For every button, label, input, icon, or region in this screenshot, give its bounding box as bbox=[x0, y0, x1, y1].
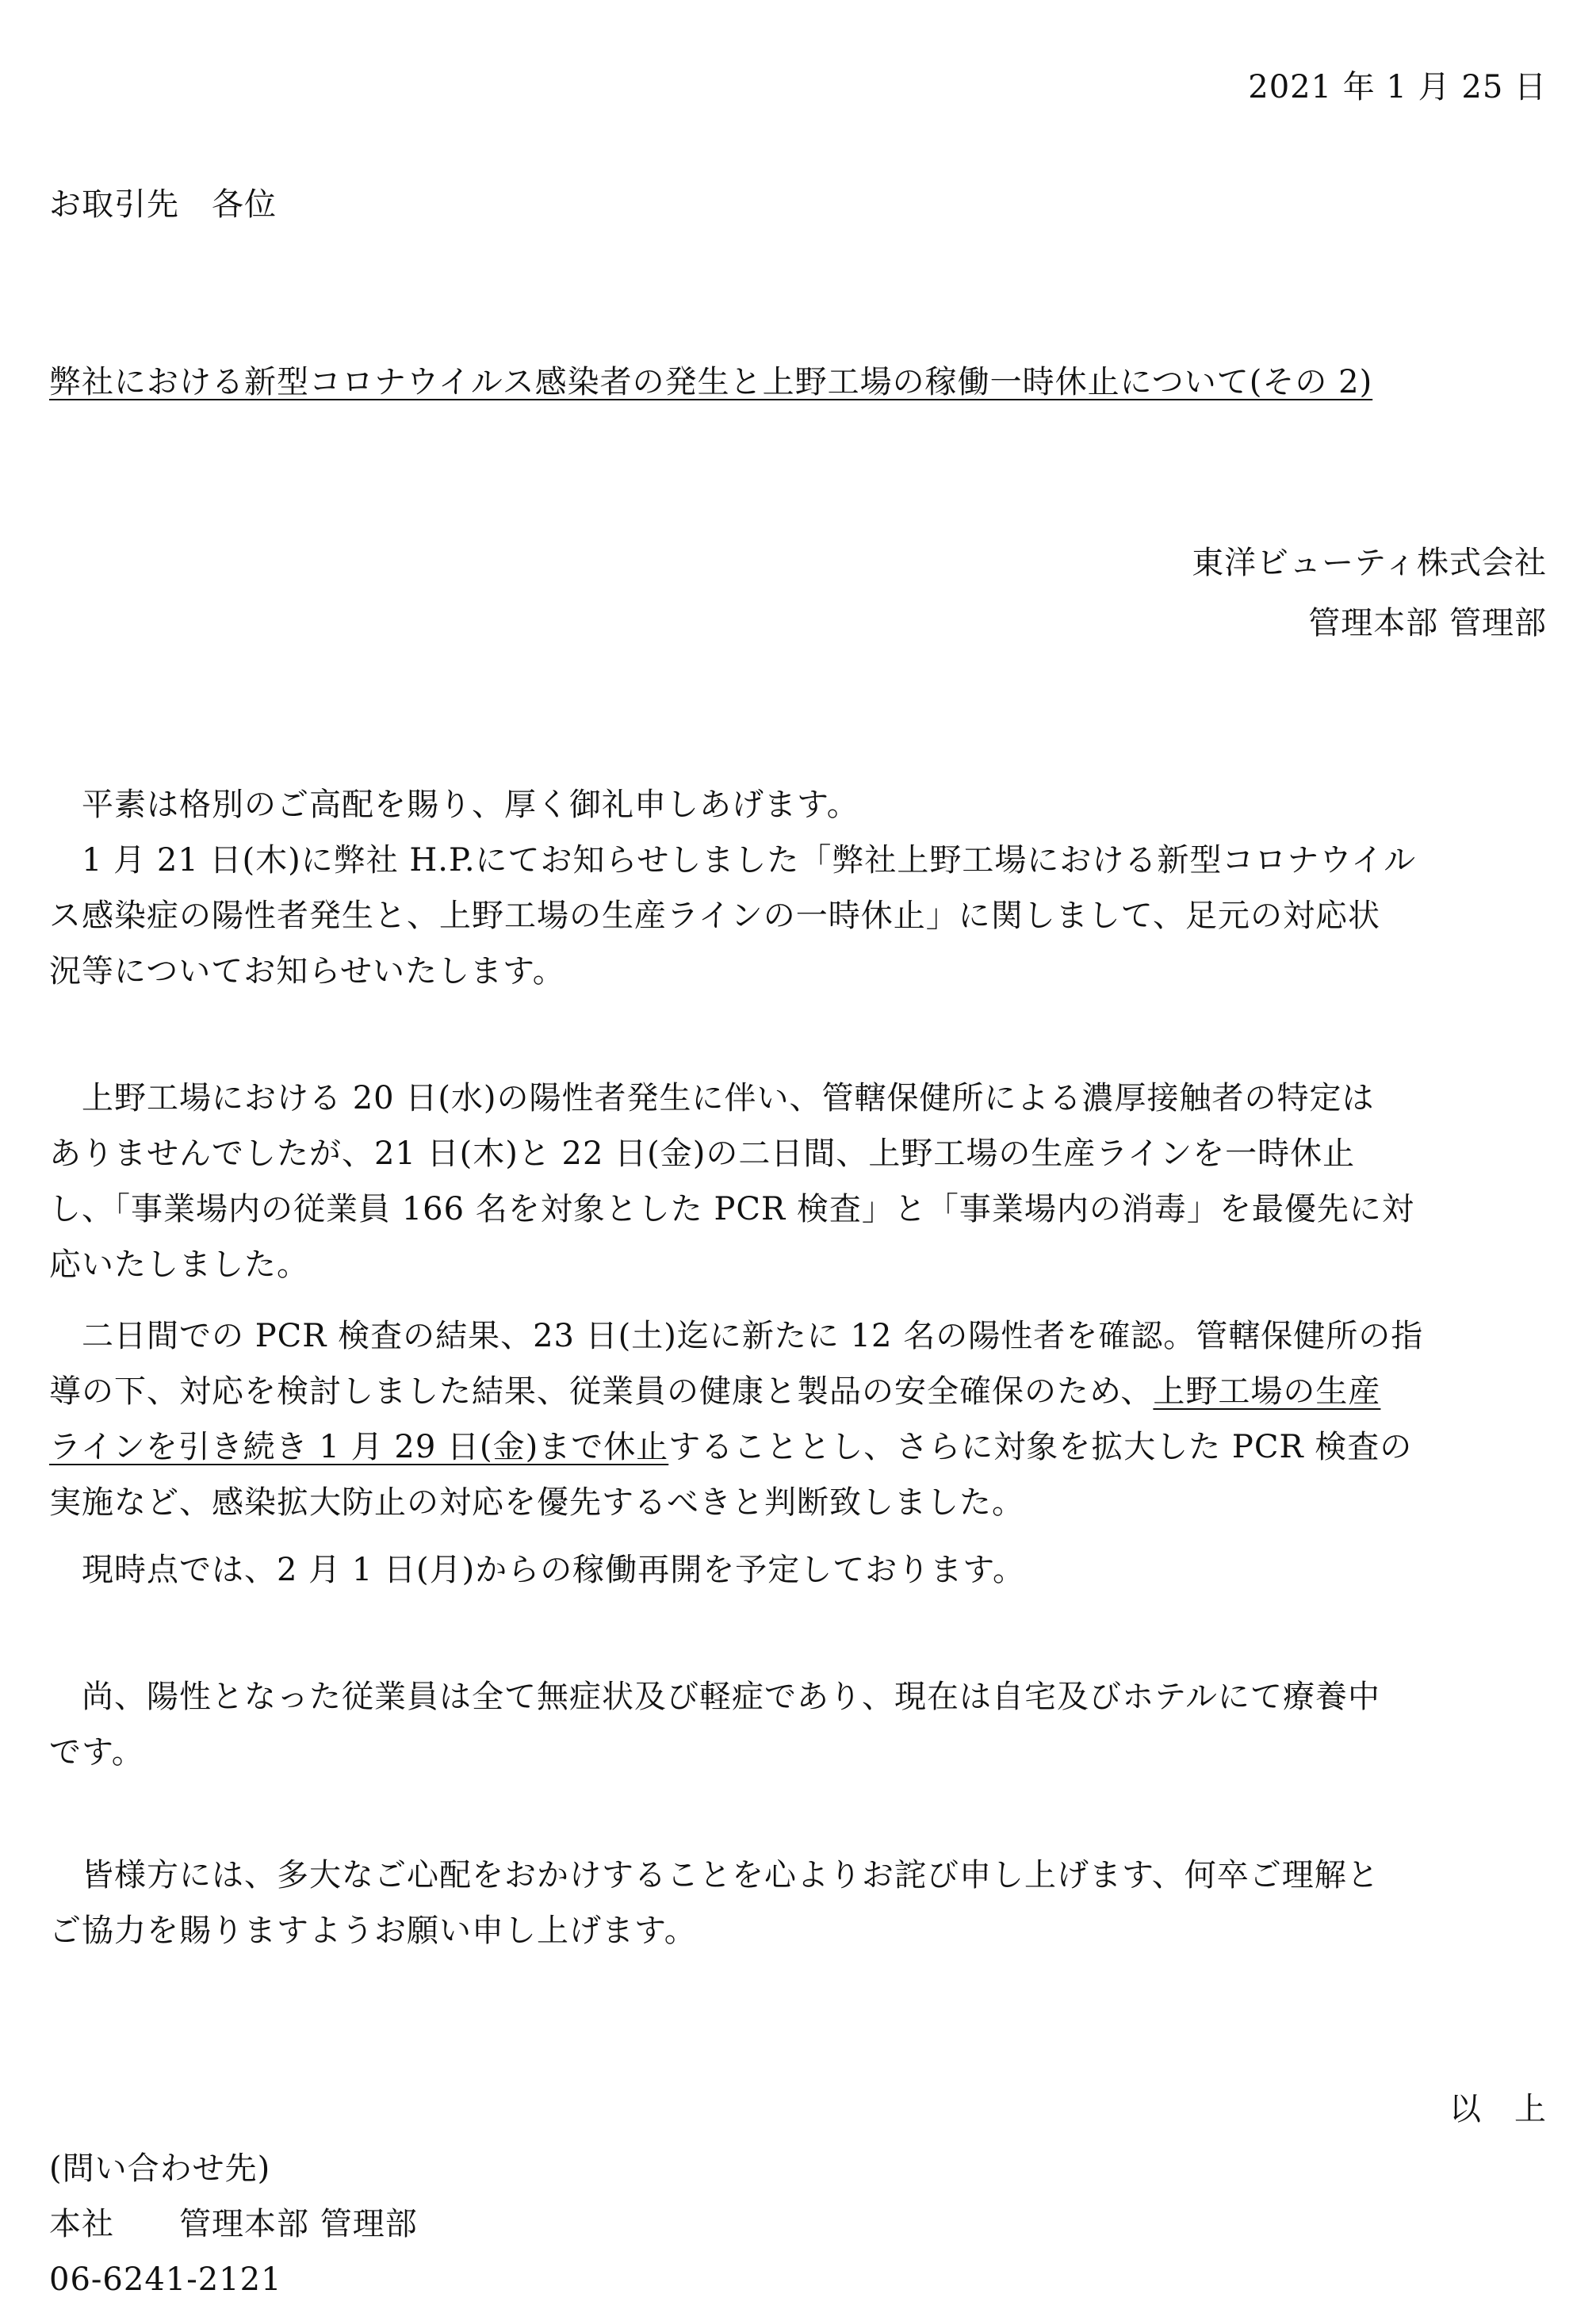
paragraph-result-line bbox=[49, 1368, 1380, 1415]
paragraph-event-line: 上野工場における 20 日(水)の陽性者発生に伴い、管轄保健所による濃厚接触者の特定は bbox=[49, 1080, 1375, 1116]
sender-company: 東洋ビューティ株式会社 bbox=[1192, 545, 1547, 581]
paragraph-greeting: 平素は格別のご高配を賜り、厚く御礼申しあげます。 bbox=[49, 787, 859, 823]
paragraph-intro-line: 況等についてお知らせいたします。 bbox=[49, 953, 565, 990]
closing-mark: 以 上 bbox=[1449, 2091, 1547, 2127]
paragraph-event-line: ありませんでしたが、21 日(木)と 22 日(金)の二日間、上野工場の生産ラインを一時休止 bbox=[49, 1135, 1356, 1172]
paragraph-event-line: 応いたしました。 bbox=[49, 1246, 309, 1283]
document-title: 弊社における新型コロナウイルス感染者の発生と上野工場の稼働一時休止について(その 2) bbox=[49, 364, 1373, 400]
underlined-notice: ラインを引き続き 1 月 29 日(金)まで休止 bbox=[49, 1429, 669, 1465]
paragraph-intro-line: ス感染症の陽性者発生と、上野工場の生産ラインの一時休止」に関しまして、足元の対応状 bbox=[49, 898, 1380, 934]
paragraph-apology-line: ご協力を賜りますようお願い申し上げます。 bbox=[49, 1913, 697, 1949]
paragraph-result-line: 実施など、感染拡大防止の対応を優先するべきと判断致しました。 bbox=[49, 1484, 1024, 1521]
paragraph-event-line: し、「事業場内の従業員 166 名を対象とした PCR 検査」と「事業場内の消毒」を最優先に対 bbox=[49, 1191, 1414, 1227]
result-text: 導の下、対応を検討しました結果、従業員の健康と製品の安全確保のため、 bbox=[49, 1373, 1154, 1410]
contact-heading: (問い合わせ先) bbox=[49, 2150, 271, 2187]
contact-phone: 06-6241-2121 bbox=[49, 2261, 282, 2298]
contact-office: 本社 管理本部 管理部 bbox=[49, 2206, 418, 2242]
paragraph-resume: 現時点では、2 月 1 日(月)からの稼働再開を予定しております。 bbox=[49, 1552, 1026, 1588]
recipient-line: お取引先 各位 bbox=[49, 186, 277, 223]
sender-department: 管理本部 管理部 bbox=[1308, 605, 1547, 641]
paragraph-result-line bbox=[49, 1423, 1412, 1471]
document-date: 2021 年 1 月 25 日 bbox=[1248, 69, 1547, 105]
paragraph-intro-line: 1 月 21 日(木)に弊社 H.P.にてお知らせしました「弊社上野工場における新型コロナウイル bbox=[49, 842, 1417, 879]
paragraph-status-line: 尚、陽性となった従業員は全て無症状及び軽症であり、現在は自宅及びホテルにて療養中 bbox=[49, 1679, 1380, 1715]
paragraph-status-line: です。 bbox=[49, 1734, 144, 1771]
paragraph-result-line: 二日間での PCR 検査の結果、23 日(土)迄に新たに 12 名の陽性者を確認。管轄保健所の指 bbox=[49, 1318, 1424, 1354]
underlined-notice: 上野工場の生産 bbox=[1153, 1373, 1381, 1410]
result-text: することとし、さらに対象を拡大した PCR 検査の bbox=[668, 1429, 1413, 1465]
paragraph-apology-line: 皆様方には、多大なご心配をおかけすることを心よりお詫び申し上げます、何卒ご理解と bbox=[49, 1857, 1380, 1894]
